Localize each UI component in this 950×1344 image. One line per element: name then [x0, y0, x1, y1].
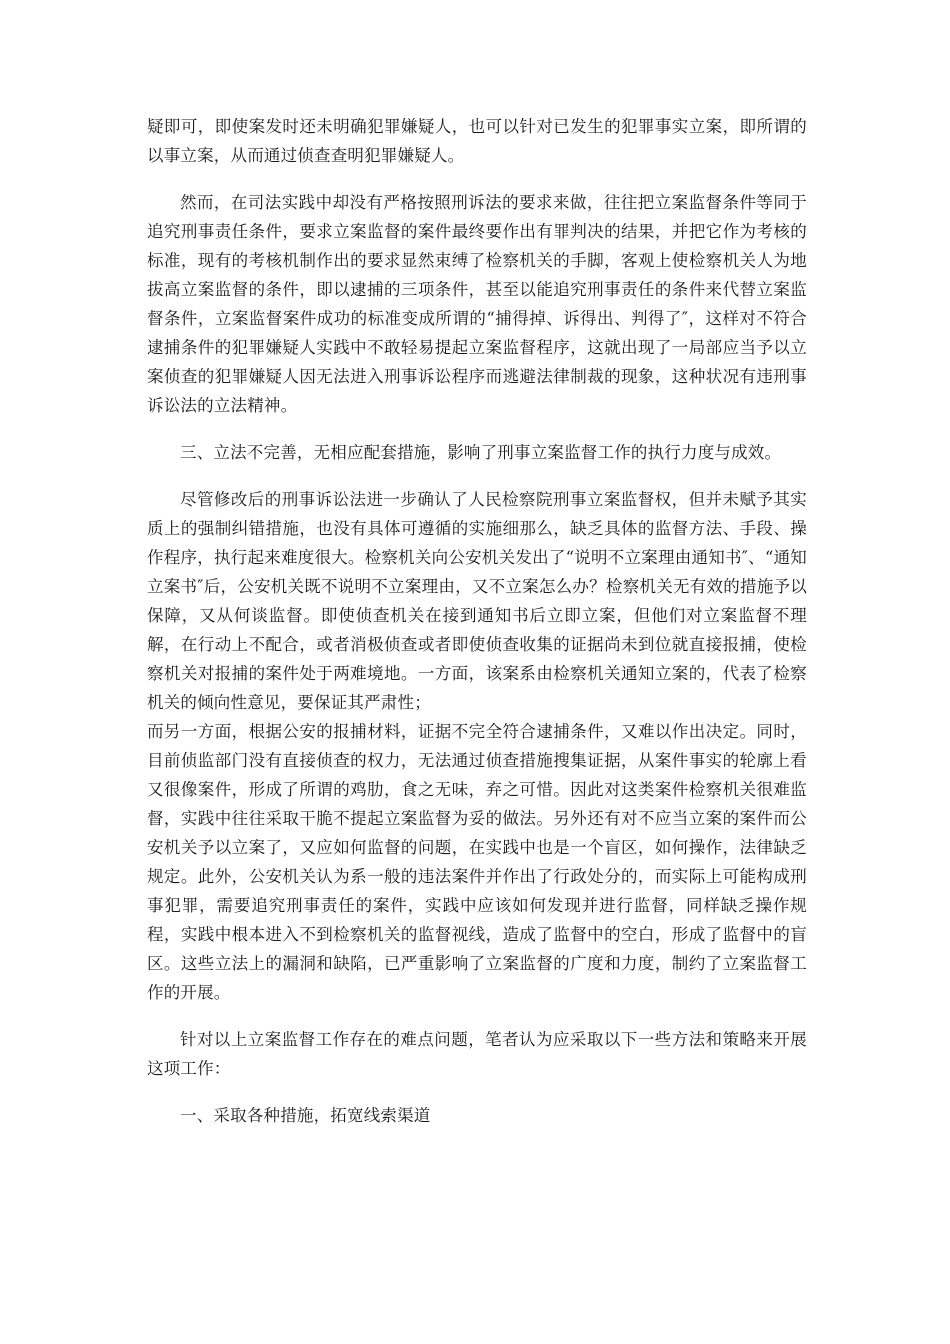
section-heading-three: 三、立法不完善，无相应配套措施，影响了刑事立案监督工作的执行力度与成效。	[180, 443, 782, 462]
section-heading-one: 一、采取各种措施，拓宽线索渠道	[180, 1106, 431, 1125]
paragraph-strategy-intro: 针对以上立案监督工作存在的难点问题，笔者认为应采取以下一些方法和策略来开展这项工作：	[147, 1030, 807, 1078]
paragraph-legislative-gaps: 尽管修改后的刑事诉讼法进一步确认了人民检察院刑事立案监督权，但并未赋予其实质上的强制纠错措施，也没有具体可遵循的实施细那么，缺乏具体的监督方法、手段、操作程序，执行起来难度很大。检察机关向公安机关发出了“说明不立案理由通知书″、“通知立案书″后，公安机关既不说明不立案理由，又不立案怎么办？检察机关无有效的措施予以保障，又从何谈监督。即使侦查机关在接到通知书后立即立案，但他们对立案监督不理解，在行动上不配合，或者消极侦查或者即使侦查收集的证据尚未到位就直接报捕，使检察机关对报捕的案件处于两难境地。一方面，该案系由检察机关通知立案的，代表了检察机关的倾向性意见，要保证其严肃性；	[147, 490, 807, 712]
paragraph-continuation: 疑即可，即使案发时还未明确犯罪嫌疑人，也可以针对已发生的犯罪事实立案，即所谓的以事立案，从而通过侦查查明犯罪嫌疑人。	[147, 117, 807, 165]
paragraph-legislative-gaps-continued: 而另一方面，根据公安的报捕材料，证据不完全符合逮捕条件，又难以作出决定。同时，目前侦监部门没有直接侦查的权力，无法通过侦查措施搜集证据，从案件事实的轮廓上看又很像案件，形成了所谓的鸡肋，食之无味，弃之可惜。因此对这类案件检察机关很难监督，实践中往往采取干脆不提起立案监督为妥的做法。另外还有对不应当立案的案件而公安机关予以立案了，又应如何监督的问题，在实践中也是一个盲区，如何操作，法律缺乏规定。此外，公安机关认为系一般的违法案件并作出了行政处分的，而实际上可能构成刑事犯罪，需要追究刑事责任的案件，实践中应该如何发现并进行监督，同样缺乏操作规程，实践中根本进入不到检察机关的监督视线，造成了监督中的空白，形成了监督中的盲区。这些立法上的漏洞和缺陷，已严重影响了立案监督的广度和力度，制约了立案监督工作的开展。	[147, 722, 807, 1002]
paragraph-filing-standard-critique: 然而，在司法实践中却没有严格按照刑诉法的要求来做，往往把立案监督条件等同于追究刑事责任条件，要求立案监督的案件最终要作出有罪判决的结果，并把它作为考核的标准，现有的考核机制作出的要求显然束缚了检察机关的手脚，客观上使检察机关人为地拔高立案监督的条件，即以逮捕的三项条件，甚至以能追究刑事责任的条件来代替立案监督条件，立案监督案件成功的标准变成所谓的“捕得掉、诉得出、判得了″，这样对不符合逮捕条件的犯罪嫌疑人实践中不敢轻易提起立案监督程序，这就出现了一局部应当予以立案侦查的犯罪嫌疑人因无法进入刑事诉讼程序而逃避法律制裁的现象，这种状况有违刑事诉讼法的立法精神。	[147, 193, 807, 415]
document-body	[147, 112, 807, 1148]
